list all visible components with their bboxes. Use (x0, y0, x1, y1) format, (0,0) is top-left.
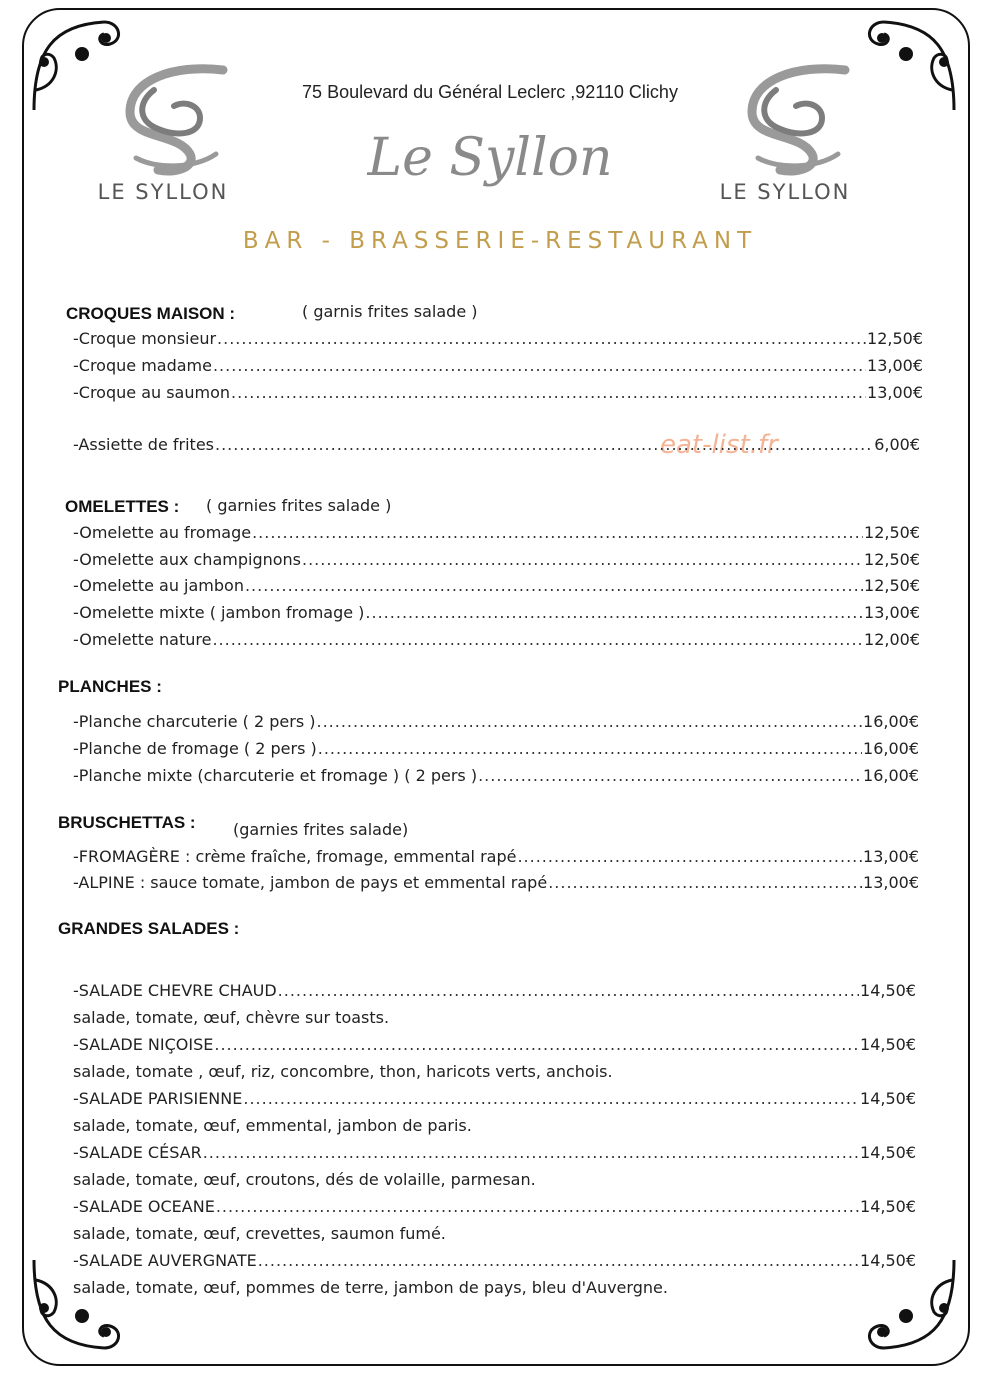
corner-ornament-icon (854, 10, 964, 120)
logo-left (78, 62, 248, 212)
logo-text: LE SYLLON (719, 180, 851, 204)
logo-text: LE SYLLON (97, 180, 229, 204)
section-title-croques: CROQUES MAISON : (66, 304, 236, 323)
menu-item: -Croque madame ..... 13,00€ (73, 356, 923, 376)
menu-item: -Planche charcuterie ( 2 pers ) ..... 16,00€ (73, 712, 919, 732)
menu-item: -SALADE OCEANE ..... 14,50€ (73, 1197, 916, 1217)
menu-item: -Planche mixte (charcuterie et fromage ) ( 2 pers ) ..... 16,00€ (73, 766, 919, 786)
menu-item: -Croque au saumon ..... 13,00€ (73, 383, 923, 403)
item-description: salade, tomate , œuf, riz, concombre, thon, haricots verts, anchois. (73, 1062, 613, 1081)
item-description: salade, tomate, œuf, croutons, dés de volaille, parmesan. (73, 1170, 536, 1189)
menu-item: -Omelette nature ..... 12,00€ (73, 630, 920, 650)
menu-item: -ALPINE : sauce tomate, jambon de pays et emmental rapé ..... 13,00€ (73, 873, 919, 893)
tagline: BAR - BRASSERIE-RESTAURANT (242, 228, 758, 254)
item-description: salade, tomate, œuf, crevettes, saumon fumé. (73, 1224, 446, 1243)
item-description: salade, tomate, œuf, emmental, jambon de paris. (73, 1116, 472, 1135)
section-title-planches: PLANCHES : (58, 677, 162, 696)
menu-item: -Omelette au jambon ..... 12,50€ (73, 576, 920, 596)
menu-item: -SALADE CHEVRE CHAUD ..... 14,50€ (73, 981, 916, 1001)
menu-item: -Planche de fromage ( 2 pers ) ..... 16,00€ (73, 739, 919, 759)
menu-item: -SALADE NIÇOISE ..... 14,50€ (73, 1035, 916, 1055)
menu-item: -Omelette aux champignons ..... 12,50€ (73, 550, 920, 570)
syllon-swirl-icon (78, 62, 248, 177)
menu-item: -Assiette de frites ..... 6,00€ (73, 435, 920, 455)
menu-item: -Croque monsieur ..... 12,50€ (73, 329, 923, 349)
section-title-salades: GRANDES SALADES : (58, 919, 240, 938)
brand-name: Le Syllon (367, 128, 613, 188)
menu-item: -Omelette au fromage ..... 12,50€ (73, 523, 920, 543)
section-title-omelettes: OMELETTES : (65, 497, 180, 516)
section-title-bruschettas: BRUSCHETTAS : (58, 813, 196, 832)
menu-item: -SALADE AUVERGNATE ..... 14,50€ (73, 1251, 916, 1271)
section-note-croques: ( garnis frites salade ) (302, 302, 478, 321)
menu-item: -Omelette mixte ( jambon fromage ) ..... 13,00€ (73, 603, 920, 623)
restaurant-address: 75 Boulevard du Général Leclerc ,92110 Clichy (302, 82, 678, 102)
item-description: salade, tomate, œuf, pommes de terre, jambon de pays, bleu d'Auvergne. (73, 1278, 668, 1297)
menu-item: -SALADE PARISIENNE ..... 14,50€ (73, 1089, 916, 1109)
item-description: salade, tomate, œuf, chèvre sur toasts. (73, 1008, 390, 1027)
section-note-omelettes: ( garnies frites salade ) (206, 496, 392, 515)
watermark: eat-list.fr (660, 430, 778, 460)
menu-item: -FROMAGÈRE : crème fraîche, fromage, emmental rapé ..... 13,00€ (73, 847, 919, 867)
syllon-swirl-icon (700, 62, 870, 177)
menu-item: -SALADE CÉSAR ..... 14,50€ (73, 1143, 916, 1163)
section-note-bruschettas: (garnies frites salade) (233, 820, 409, 839)
